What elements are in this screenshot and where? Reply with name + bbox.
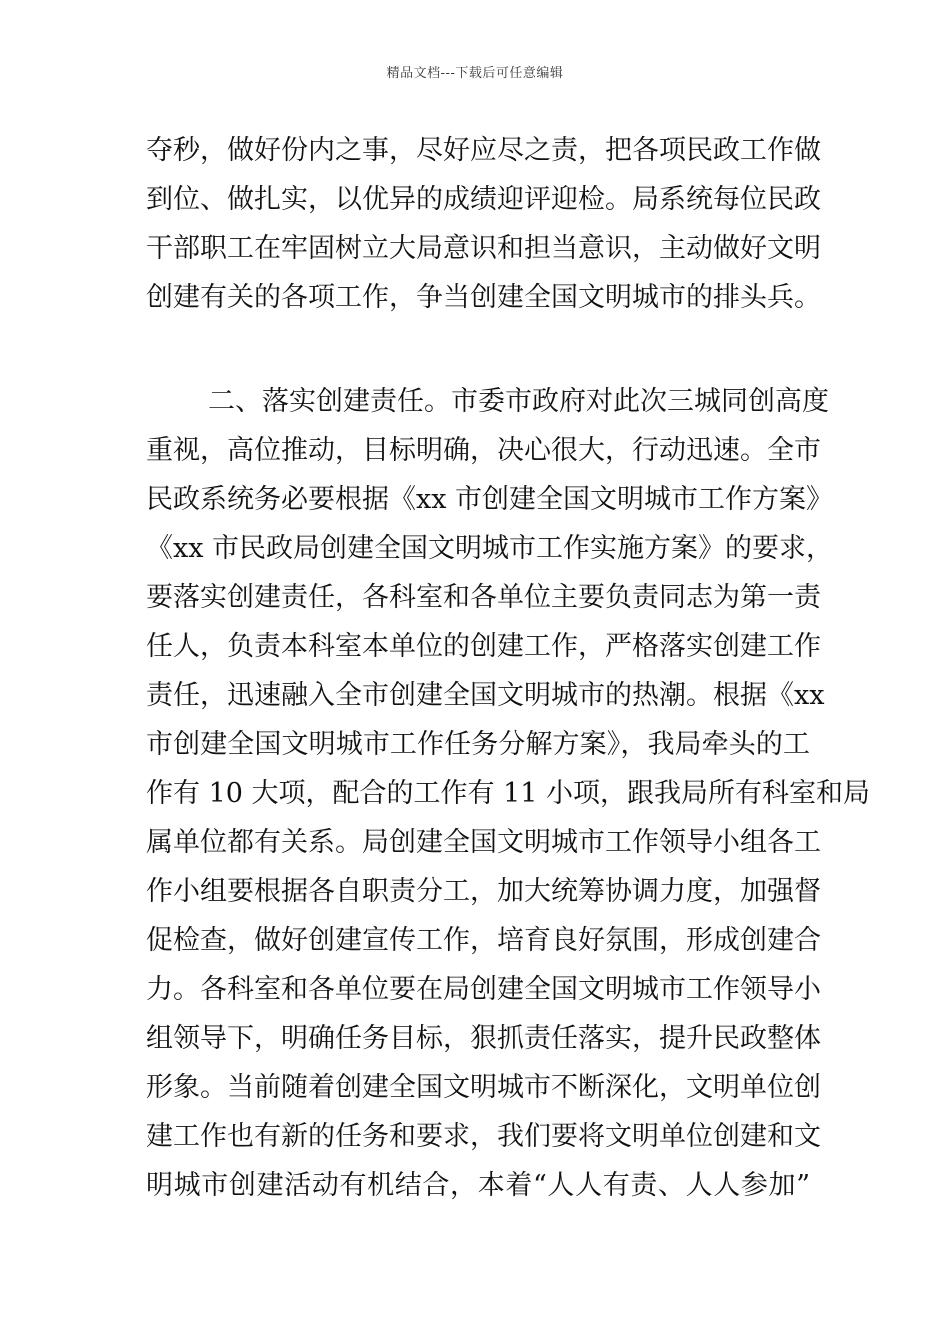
text-line: 民政系统务必要根据《xx 市创建全国文明城市工作方案》 [146,484,834,515]
text-line: 组领导下，明确任务目标，狠抓责任落实，提升民政整体 [146,1023,821,1054]
text-line: 形象。当前随着创建全国文明城市不断深化，文明单位创 [146,1072,821,1103]
text-line: 干部职工在牢固树立大局意识和担当意识，主动做好文明 [146,233,821,264]
text-line: 作小组要根据各自职责分工，加大统筹协调力度，加强督 [146,876,821,907]
text-line: 夺秒，做好份内之事，尽好应尽之责，把各项民政工作做 [146,135,821,166]
text-line: 重视，高位推动，目标明确，决心很大，行动迅速。全市 [146,435,821,466]
page-header: 精品文档---下载后可任意编辑 [386,66,564,81]
text-line: 责任，迅速融入全市创建全国文明城市的热潮。根据《xx [146,680,825,711]
text-line: 明城市创建活动有机结合，本着“人人有责、人人参加” [146,1170,810,1201]
text-line: 要落实创建责任，各科室和各单位主要负责同志为第一责 [146,582,821,613]
text-line: 市创建全国文明城市工作任务分解方案》，我局牵头的工 [146,729,810,760]
text-line: 《xx 市民政局创建全国文明城市工作实施方案》的要求， [146,533,834,564]
text-line: 作有 10 大项，配合的工作有 11 小项，跟我局所有科室和局 [146,778,871,809]
text-line: 属单位都有关系。局创建全国文明城市工作领导小组各工 [146,827,821,858]
text-line: 建工作也有新的任务和要求，我们要将文明单位创建和文 [146,1121,821,1152]
text-line: 到位、做扎实，以优异的成绩迎评迎检。局系统每位民政 [146,184,821,215]
text-line: 创建有关的各项工作，争当创建全国文明城市的排头兵。 [146,282,821,313]
paragraph-continuation [146,126,821,322]
text-line: 促检查，做好创建宣传工作，培育良好氛围，形成创建合 [146,925,821,956]
text-line: 力。各科室和各单位要在局创建全国文明城市工作领导小 [146,974,821,1005]
text-line: 任人，负责本科室本单位的创建工作，严格落实创建工作 [146,631,821,662]
paragraph-section-two [146,377,871,1210]
text-line-first: 二、落实创建责任。市委市政府对此次三城同创高度 [208,386,829,417]
